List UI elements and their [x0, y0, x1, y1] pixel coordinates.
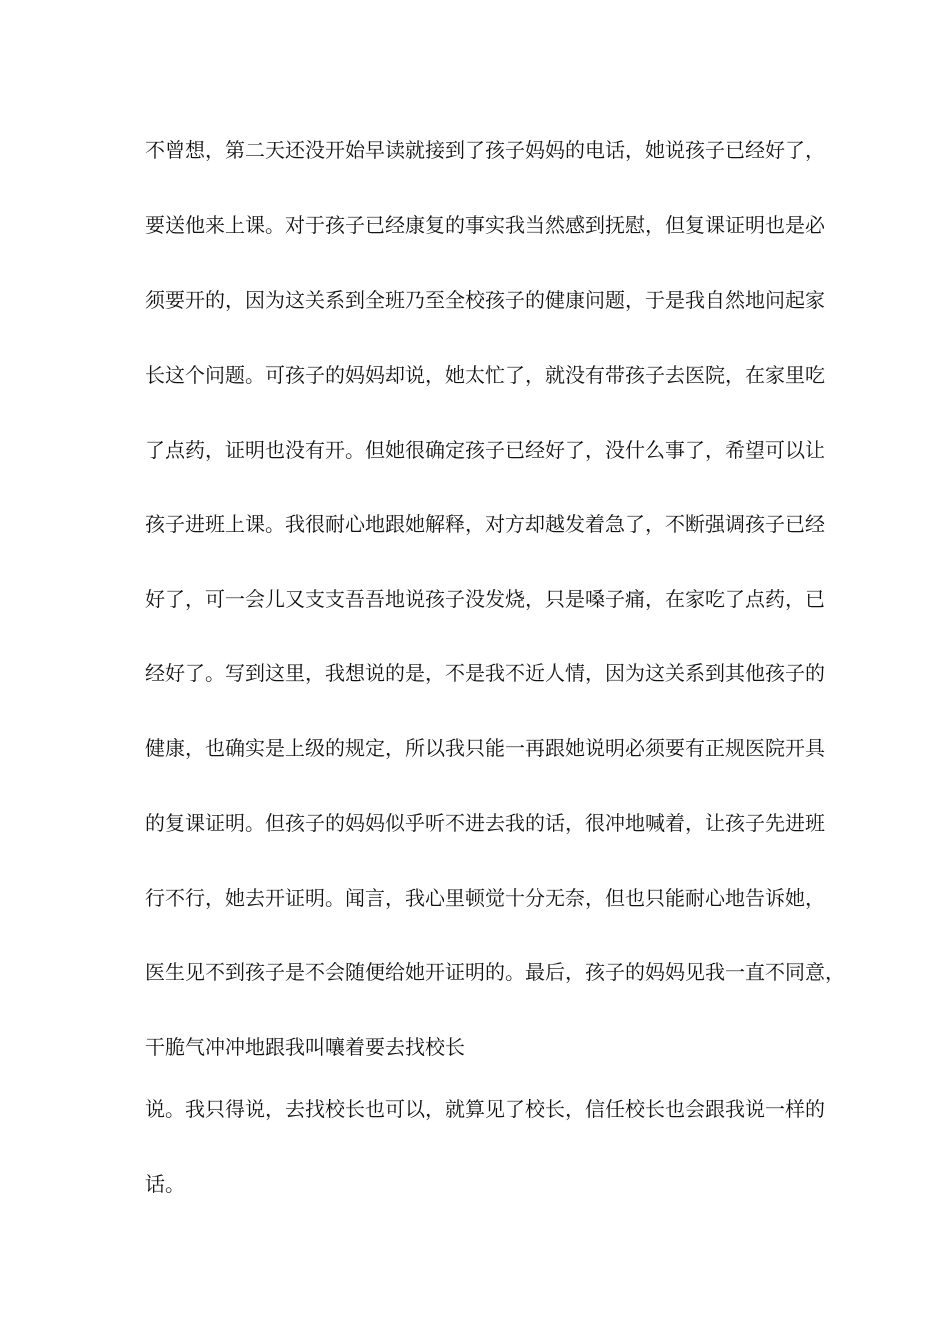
text-line: 了点药，证明也没有开。但她很确定孩子已经好了，没什么事了，希望可以让 — [145, 438, 825, 462]
text-line: 话。 — [145, 1172, 185, 1196]
text-line: 须要开的，因为这关系到全班乃至全校孩子的健康问题，于是我自然地问起家 — [145, 288, 825, 312]
text-line: 要送他来上课。对于孩子已经康复的事实我当然感到抚慰，但复课证明也是必 — [145, 213, 825, 237]
text-line: 说。我只得说，去找校长也可以，就算见了校长，信任校长也会跟我说一样的 — [145, 1097, 825, 1121]
text-line: 经好了。写到这里，我想说的是，不是我不近人情，因为这关系到其他孩子的 — [145, 661, 825, 685]
text-line: 孩子进班上课。我很耐心地跟她解释，对方却越发着急了，不断强调孩子已经 — [145, 512, 825, 536]
text-line: 干脆气冲冲地跟我叫嚷着要去找校长 — [145, 1035, 465, 1059]
text-line: 长这个问题。可孩子的妈妈却说，她太忙了，就没有带孩子去医院，在家里吃 — [145, 363, 825, 387]
text-line: 不曾想，第二天还没开始早读就接到了孩子妈妈的电话，她说孩子已经好了， — [145, 138, 825, 162]
text-line: 行不行，她去开证明。闻言，我心里顿觉十分无奈，但也只能耐心地告诉她， — [145, 886, 825, 910]
text-line: 健康，也确实是上级的规定，所以我只能一再跟她说明必须要有正规医院开具 — [145, 736, 825, 760]
text-line: 的复课证明。但孩子的妈妈似乎听不进去我的话，很冲地喊着，让孩子先进班 — [145, 811, 825, 835]
text-line: 医生见不到孩子是不会随便给她开证明的。最后，孩子的妈妈见我一直不同意， — [145, 960, 845, 984]
text-line: 好了，可一会儿又支支吾吾地说孩子没发烧，只是嗓子痛，在家吃了点药，已 — [145, 587, 825, 611]
